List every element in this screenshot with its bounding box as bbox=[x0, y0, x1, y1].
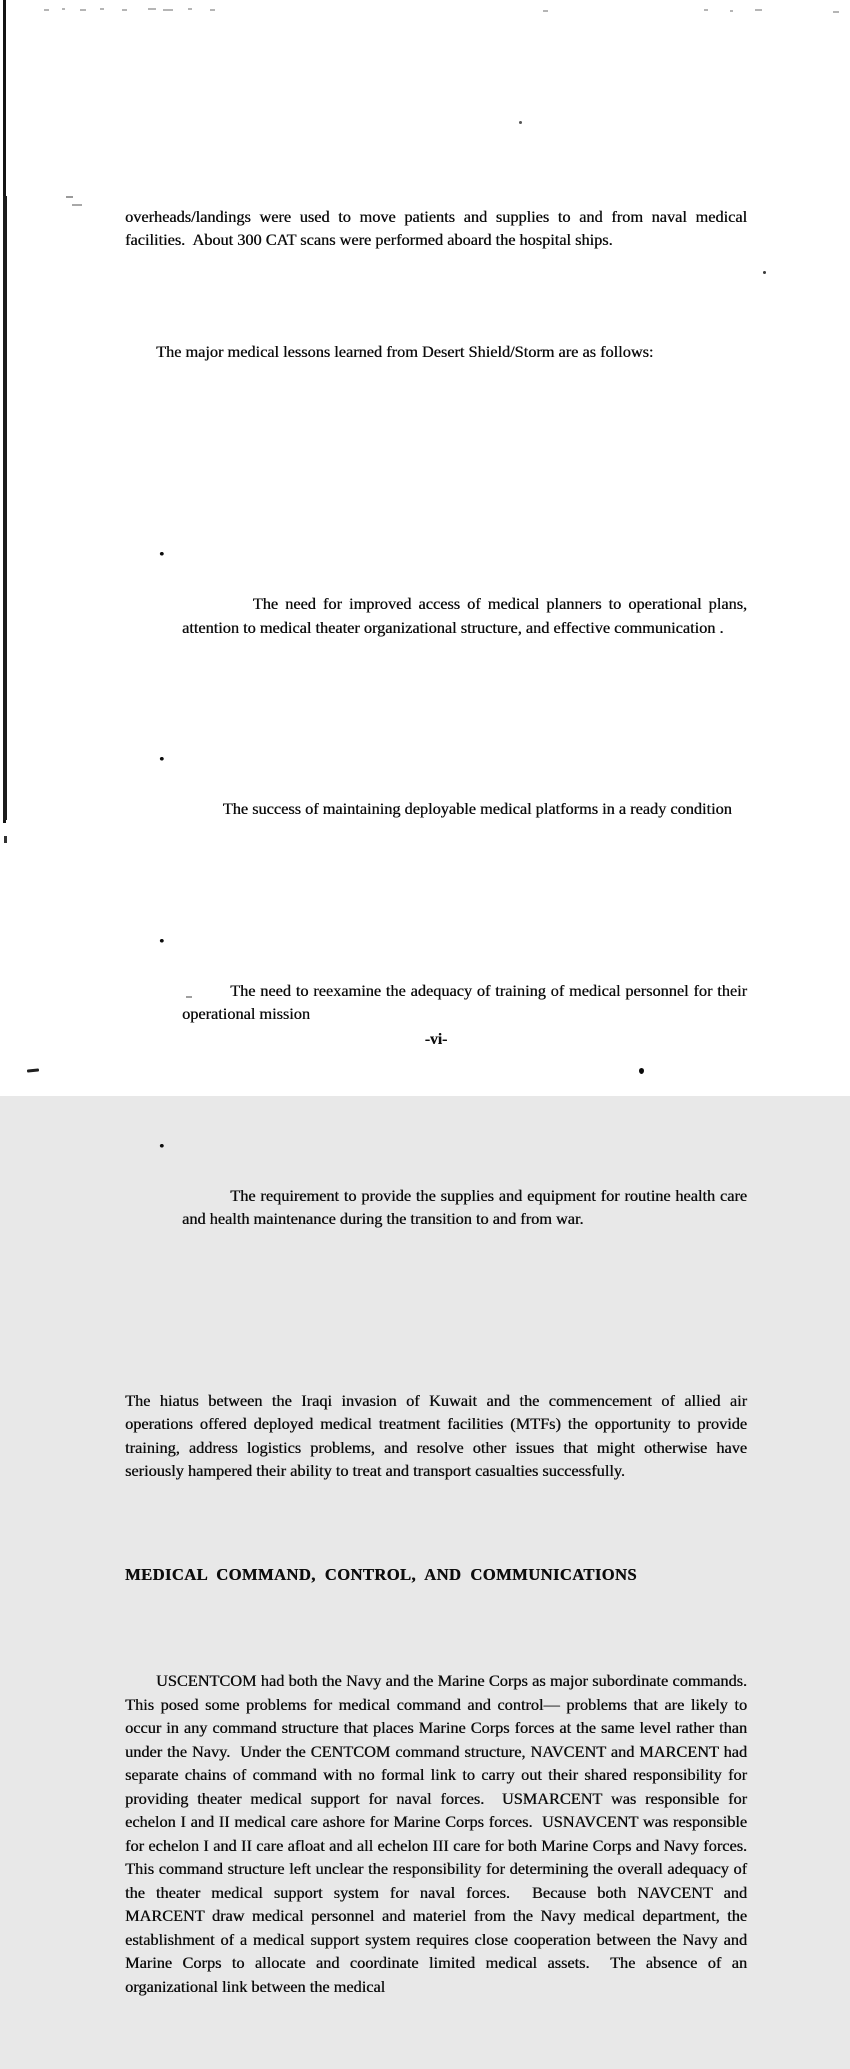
bullet-icon: • bbox=[159, 933, 165, 950]
section-heading: MEDICAL COMMAND, CONTROL, AND COMMUNICATIONS bbox=[125, 1565, 637, 1584]
list-item-text: The requirement to provide the supplies and equipment for routine health care and health maintenance during the transition to and from war. bbox=[182, 1185, 752, 1228]
scan-speck bbox=[210, 9, 215, 11]
paragraph-command: USCENTCOM had both the Navy and the Marine Corps as major subordinate commands. This posed some problems for medical command and control— problems that are likely to occur in any command structure that places Marine Corps forces at the same level rather than under the Navy. Under the CENTCOM command structure, NAVCENT and MARCENT had separate chains of command with no formal link to carry out their shared responsibility for providing theater medical support for naval forces. USMARCENT was responsible for echelon I and II medical care ashore for Marine Corps forces. USNAVCENT was responsible for echelon I and II care afloat and all echelon III care for both Marine Corps and Navy forces. This command structure left unclear the responsibility for determining the overall adequacy of the theater medical support system for naval forces. Because both NAVCENT and MARCENT draw medical personnel and materiel from the Navy medical department, the establishment of a medical support system requires close cooperation between the Navy and Marine Corps to allocate and coordinate limited medical assets. The absence of an organizational link between the medical bbox=[125, 1671, 756, 1996]
scan-speck bbox=[72, 204, 82, 206]
scan-edge-bar-thick bbox=[3, 196, 7, 820]
list-item bbox=[125, 750, 747, 844]
scan-speck bbox=[148, 8, 156, 10]
scan-speck bbox=[163, 9, 173, 11]
bullet-icon: • bbox=[159, 547, 165, 563]
scan-edge-dot bbox=[4, 836, 7, 843]
scan-speck bbox=[100, 8, 104, 10]
bullet-icon: • bbox=[159, 752, 165, 768]
list-item bbox=[125, 545, 752, 663]
scan-speck bbox=[62, 8, 65, 10]
scan-speck bbox=[730, 10, 733, 12]
document-body bbox=[125, 134, 756, 2069]
paragraph-lessons-intro: The major medical lessons learned from Desert Shield/Storm are as follows: bbox=[156, 342, 654, 361]
list-item bbox=[125, 1137, 752, 1255]
lessons-bullet-list bbox=[125, 434, 752, 1301]
scan-speck bbox=[122, 9, 127, 11]
list-item-text: The need for improved access of medical planners to operational plans, attention to medical theater organizational structure, and effective communication . bbox=[182, 594, 752, 637]
scan-speck bbox=[755, 9, 762, 11]
paragraph-hiatus: The hiatus between the Iraqi invasion of Kuwait and the commencement of allied air operations offered deployed medical treatment facilities (MTFs) the opportunity to provide training, address logistics problems, and resolve other issues that might otherwise have seriously hampered their ability to treat and transport casualties successfully. bbox=[125, 1390, 752, 1480]
scan-speck bbox=[833, 11, 839, 13]
scan-mark-bottom-left bbox=[27, 1068, 39, 1072]
scan-speck bbox=[44, 9, 49, 11]
scan-speck bbox=[188, 8, 192, 10]
scan-speck bbox=[704, 9, 708, 11]
scan-speck bbox=[519, 121, 522, 124]
list-item-text: The success of maintaining deployable medical platforms in a ready condition bbox=[222, 799, 732, 818]
page-number: -vi- bbox=[424, 1031, 448, 1048]
scan-speck bbox=[66, 196, 73, 198]
scan-speck bbox=[543, 10, 548, 12]
scan-speck bbox=[80, 9, 86, 11]
list-item-text: The need to reexamine the adequacy of training of medical personnel for their operational mission bbox=[182, 980, 752, 1023]
bullet-icon: • bbox=[159, 1138, 165, 1155]
scan-speck bbox=[763, 271, 766, 274]
paragraph-intro: overheads/landings were used to move patients and supplies to and from naval medical facilities. About 300 CAT scans were performed aboard the hospital ships. bbox=[125, 206, 752, 249]
